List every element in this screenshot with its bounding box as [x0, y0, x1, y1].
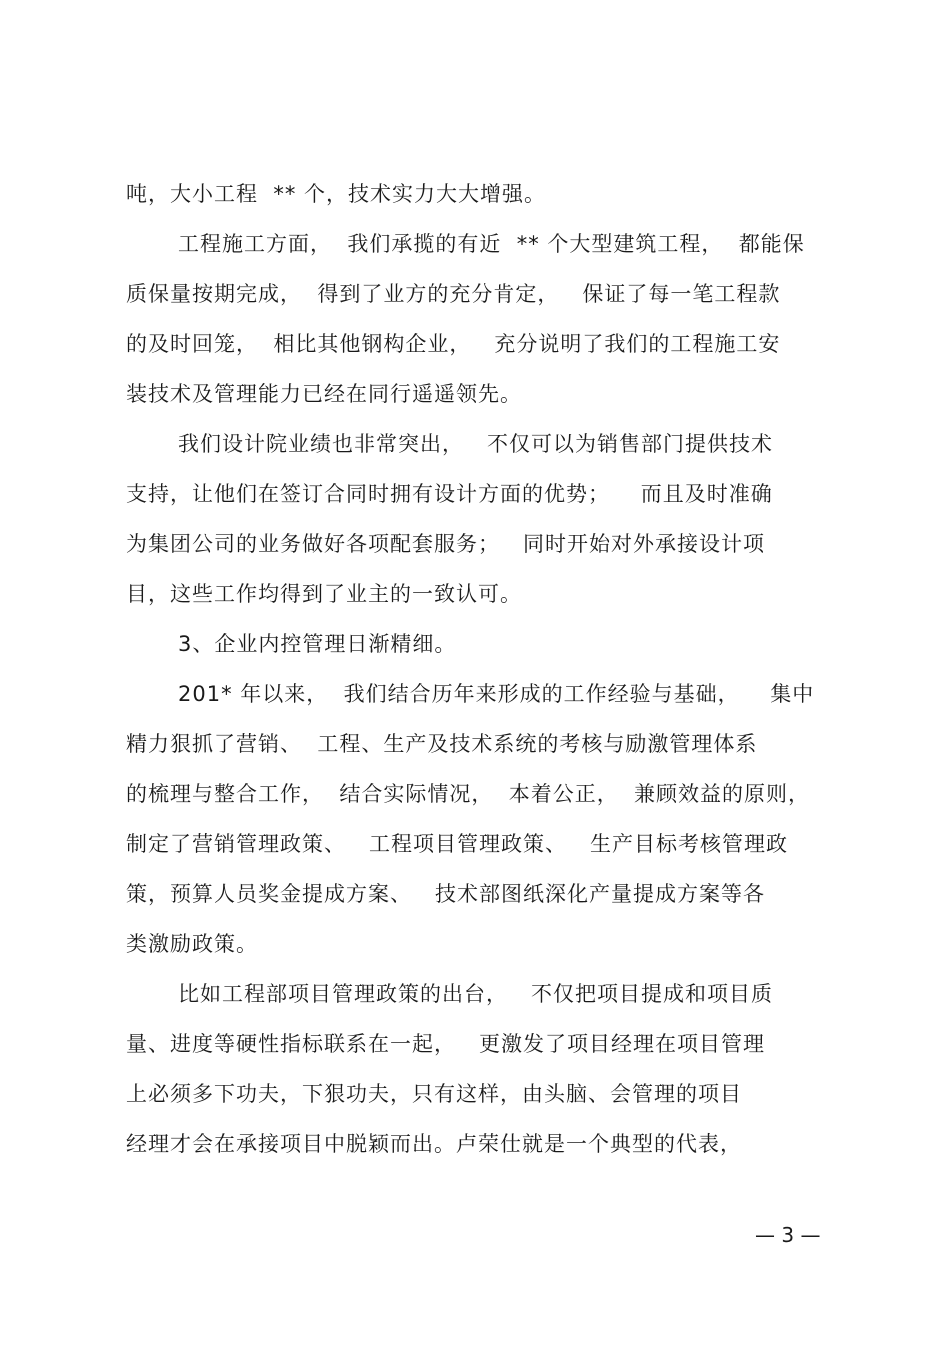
text-line: 制定了营销管理政策、 工程项目管理政策、 生产目标考核管理政 [126, 832, 789, 856]
text-line: 吨，大小工程 ** 个，技术实力大大增强。 [126, 182, 547, 206]
text-line: 质保量按期完成， 得到了业方的充分肯定， 保证了每一笔工程款 [126, 282, 781, 306]
text-line: 的及时回笼， 相比其他钢构企业， 充分说明了我们的工程施工安 [126, 332, 781, 356]
section-heading: 3、企业内控管理日渐精细。 [178, 632, 457, 656]
text-line: 工程施工方面， 我们承揽的有近 ** 个大型建筑工程， 都能保 [178, 232, 805, 256]
text-line: 经理才会在承接项目中脱颖而出。卢荣仕就是一个典型的代表， [126, 1132, 742, 1156]
text-line: 上必须多下功夫，下狠功夫，只有这样，由头脑、会管理的项目 [126, 1082, 742, 1106]
text-line: 策，预算人员奖金提成方案、 技术部图纸深化产量提成方案等各 [126, 882, 766, 906]
text-line: 装技术及管理能力已经在同行遥遥领先。 [126, 382, 522, 406]
text-line: 支持，让他们在签订合同时拥有设计方面的优势； 而且及时准确 [126, 482, 773, 506]
text-line: 我们设计院业绩也非常突出， 不仅可以为销售部门提供技术 [178, 432, 774, 456]
text-line: 量、进度等硬性指标联系在一起， 更激发了项目经理在项目管理 [126, 1032, 766, 1056]
text-line: 为集团公司的业务做好各项配套服务； 同时开始对外承接设计项 [126, 532, 766, 556]
text-line: 的梳理与整合工作， 结合实际情况， 本着公正， 兼顾效益的原则， [126, 782, 811, 806]
text-line: 201* 年以来， 我们结合历年来形成的工作经验与基础， 集中 [178, 682, 815, 706]
text-line: 比如工程部项目管理政策的出台， 不仅把项目提成和项目质 [178, 982, 774, 1006]
page-number: — 3 — [755, 1223, 821, 1247]
text-line: 精力狠抓了营销、 工程、生产及技术系统的考核与励激管理体系 [126, 732, 758, 756]
text-line: 目，这些工作均得到了业主的一致认可。 [126, 582, 522, 606]
text-line: 类激励政策。 [126, 932, 258, 956]
